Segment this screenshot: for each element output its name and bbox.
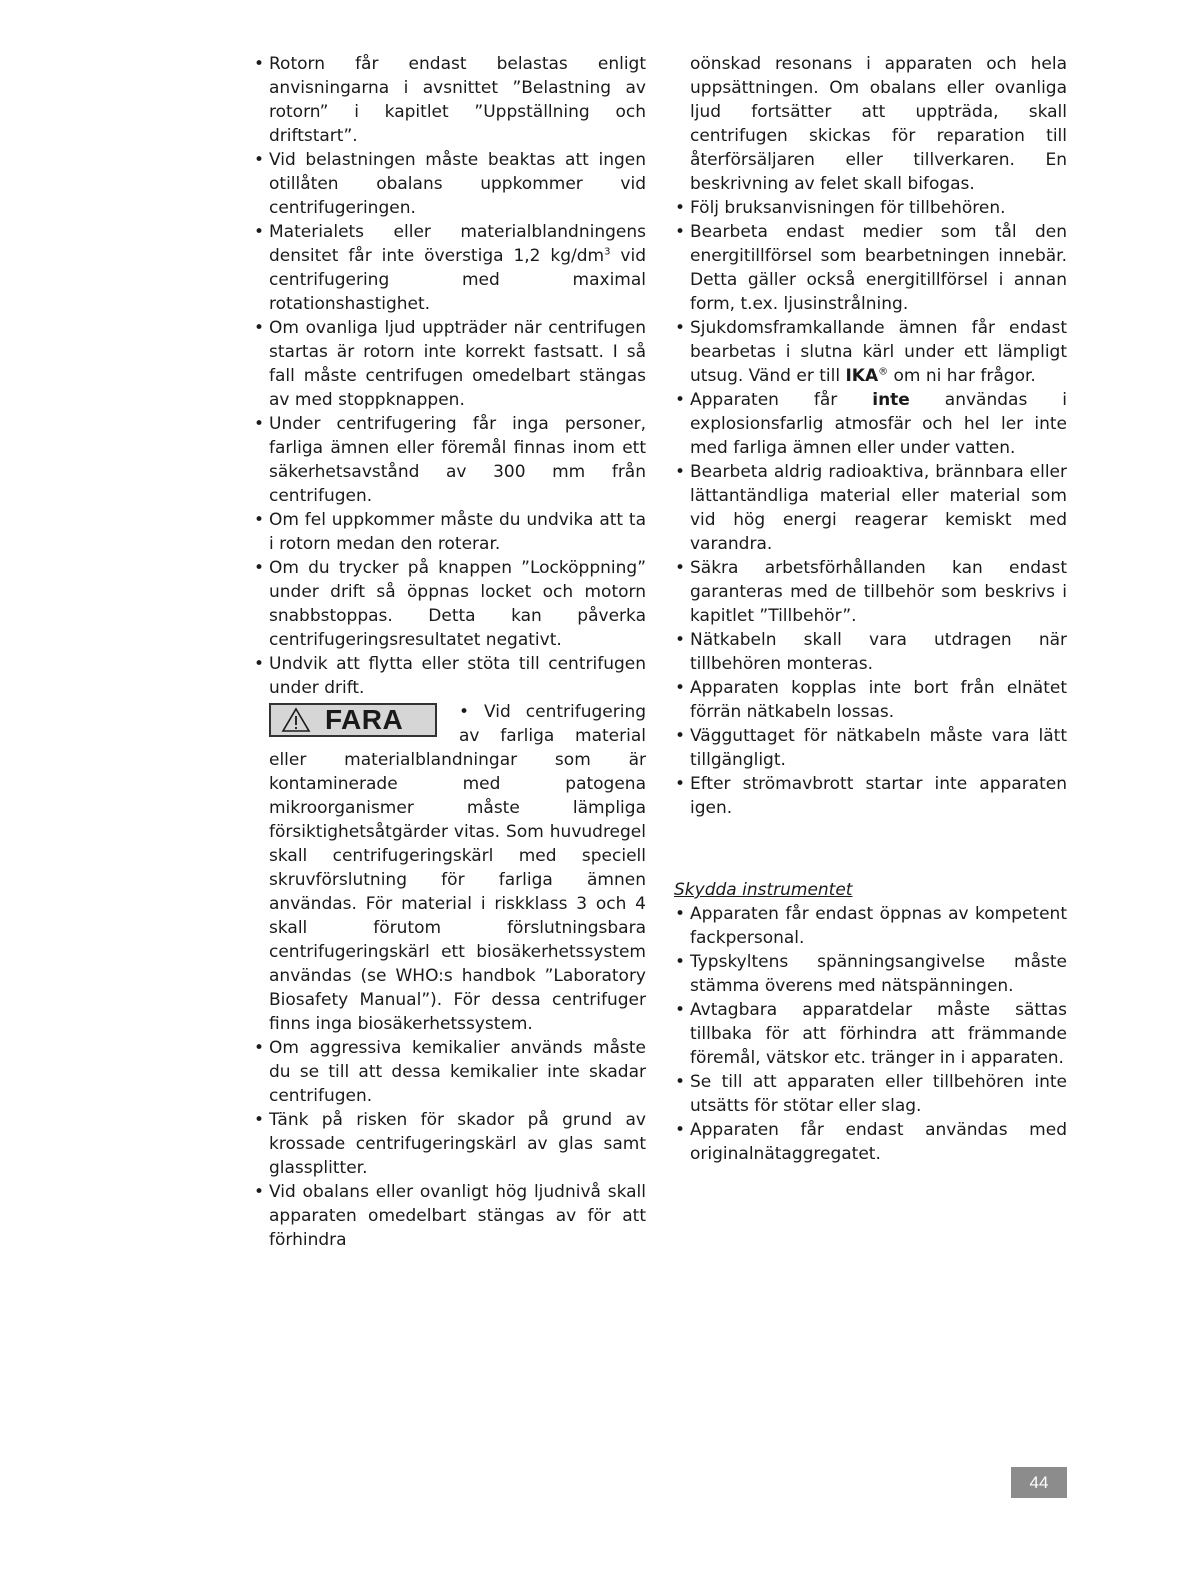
danger-label: FARA [325,704,404,735]
list-item: • Säkra arbetsförhållanden kan endast garanteras med de tillbehör som beskrivs i kapitlet ”Tillbehör”. [674,556,1067,628]
list-item: • Under centrifugering får inga personer, farliga ämnen eller föremål finnas inom ett säkerhetsavstånd av 300 mm från centrifugen. [253,412,646,508]
list-item: • Om ovanliga ljud uppträder när centrifugen startas är rotorn inte korrekt fastsatt. I så fall måste centrifugen omedelbart stängas av med stoppknappen. [253,316,646,412]
list-item: • Bearbeta aldrig radioaktiva, brännbara eller lättantändliga material eller material som vid hög energi reagerar kemiskt med varandra. [674,460,1067,556]
page-number: 44 [1011,1467,1067,1498]
list-item-ika [674,316,1067,388]
superscript-exponent: 3 [604,246,611,258]
list-item: • Typskyltens spänningsangivelse måste stämma överens med nätspänningen. [674,950,1067,998]
list-item: • Apparaten får endast öppnas av kompetent fackpersonal. [674,902,1067,950]
list-item: • Bearbeta endast medier som tål den energitillförsel som bearbetningen innebär. Detta gäller också energitillförsel i annan form, t.ex. ljusinstrålning. [674,220,1067,316]
list-item: • Se till att apparaten eller tillbehören inte utsätts för stötar eller slag. [674,1070,1067,1118]
warning-triangle-icon [281,707,311,733]
list-item: • Apparaten kopplas inte bort från elnätet förrän nätkabeln lossas. [674,676,1067,724]
continued-text: oönskad resonans i apparaten och hela uppsättningen. Om obalans eller ovanliga ljud fortsätter att uppträda, skall centrifugen skickas för reparation till återförsäljaren eller tillverkaren. En beskrivning av felet skall bifogas. [690,54,1067,194]
explosion-text-end: användas i explosionsfarlig atmosfär och hel ler inte med farliga ämnen eller under vatten. [690,390,1067,458]
danger-label-box [269,703,437,737]
ika-text: Sjukdomsframkallande ämnen får endast bearbetas i slutna kärl under ett lämpligt utsug. Vänd er till [690,318,1067,386]
section-heading: Skydda instrumentet [674,880,853,900]
list-item: • Vägguttaget för nätkabeln måste vara lätt tillgängligt. [674,724,1067,772]
density-text: Materialets eller materialblandningens densitet får inte överstiga 1,2 kg/dm [269,222,646,266]
list-item: • Undvik att flytta eller stöta till centrifugen under drift. [253,652,646,700]
list-item: • Vid belastningen måste beaktas att ingen otillåten obalans uppkommer vid centrifugeringen. [253,148,646,220]
list-item: • Om du trycker på knappen ”Locköppning” under drift så öppnas locket och motorn snabbstoppas. Detta kan påverka centrifugeringsresultatet negativt. [253,556,646,652]
danger-text-body: Vid centrifugering av farliga material eller materialblandningar som är kontaminerade med patogena mikroorganismer måste lämpliga försiktighetsåtgärder vitas. Som huvudregel skall centrifugeringskärl med speciell skruvförslutning för farliga ämnen användas. För material i riskklass 3 och 4 skall förutom förslutningsbara centrifugeringskärl ett biosäkerhetssystem användas (se WHO:s handbok ”Laboratory Biosafety Manual”). För dessa centrifuger finns inga biosäkerhetssystem. [269,702,647,1034]
explosion-text: Apparaten får [690,390,873,410]
list-item: • Apparaten får endast användas med originalnätaggregatet. [674,1118,1067,1166]
list-item: • Nätkabeln skall vara utdragen när tillbehören monteras. [674,628,1067,676]
density-text-end: vid centrifugering med maximal rotationshastighet. [269,246,646,314]
list-item: • Om aggressiva kemikalier används måste du se till att dessa kemikalier inte skadar centrifugen. [253,1036,646,1108]
danger-notice [253,700,646,1036]
list-item: • Vid obalans eller ovanligt hög ljudnivå skall apparaten omedelbart stängas av för att förhindra [253,1180,646,1252]
list-item: • Följ bruksanvisningen för tillbehören. [674,196,1067,220]
emphasis-inte: inte [872,390,910,410]
right-column [674,52,1067,1166]
registered-mark: ® [878,366,889,378]
list-item-explosion [674,388,1067,460]
list-item: • Rotorn får endast belastas enligt anvisningarna i avsnittet ”Belastning av rotorn” i kapitlet ”Uppställning och driftstart”. [253,52,646,148]
list-item-density [253,220,646,316]
ika-brand: IKA [845,366,879,386]
list-item: • Avtagbara apparatdelar måste sättas tillbaka för att förhindra att främmande föremål, vätskor etc. tränger in i apparaten. [674,998,1067,1070]
list-item: • Tänk på risken för skador på grund av krossade centrifugeringskärl av glas samt glassplitter. [253,1108,646,1180]
ika-text-end: om ni har frågor. [888,366,1036,386]
danger-text: • Vid centrifugering av farliga material eller materialblandningar som är kontaminerade med patogena mikroorganismer måste lämpliga försiktighetsåtgärder vitas. Som huvudregel skall centrifugeringskärl med speciell skruvförslutning för farliga ämnen användas. För material i riskklass 3 och 4 skall förutom förslutningsbara centrifugeringskärl ett biosäkerhetssystem användas (se WHO:s handbok ”Laboratory Biosafety Manual”). För dessa centrifuger finns inga biosäkerhetssystem. [269,702,647,1034]
left-column [253,52,646,1252]
list-item: • Om fel uppkommer måste du undvika att ta i rotorn medan den roterar. [253,508,646,556]
list-item: • Efter strömavbrott startar inte apparaten igen. [674,772,1067,820]
